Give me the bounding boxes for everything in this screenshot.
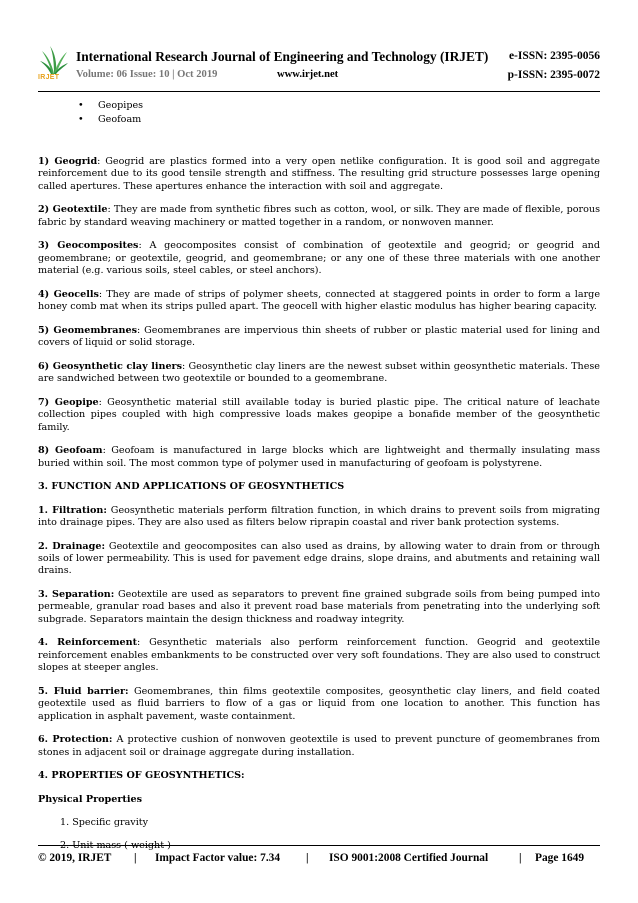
paragraph-clay-liners [38, 361, 600, 386]
list-item: • Geopipes [98, 100, 600, 114]
footer-page-number: Page 1649 [535, 852, 585, 864]
footer-impact-factor: Impact Factor value: 7.34 [155, 852, 281, 864]
paragraph-protection [38, 734, 600, 759]
paragraph-geogrid [38, 156, 600, 193]
journal-title: International Research Journal of Engineering and Technology (IRJET) [76, 49, 489, 64]
eissn: e-ISSN: 2395-0056 [508, 50, 600, 62]
footer-separator: | [519, 852, 522, 864]
paragraph-reinforcement [38, 637, 600, 674]
list-item: 1. Specific gravity [60, 817, 149, 829]
paragraph-geotextile [38, 204, 600, 229]
logo-text: IRJET [38, 74, 60, 81]
footer-divider [38, 845, 600, 846]
section-heading: 3. FUNCTION AND APPLICATIONS OF GEOSYNTHETICS [38, 481, 345, 493]
paragraph-text: : They are made from synthetic fibres such as cotton, wool, or silk. They are made of flexible, porous fabric by standard weaving machinery or matted together in a random, or nonwoven manner. [38, 204, 600, 228]
term-label: 1. Filtration: [38, 504, 107, 516]
term-label: 2) Geotextile [38, 204, 108, 216]
paragraph-separation [38, 589, 600, 626]
paragraph-text: Geotextile and geocomposites can also used as drains, by allowing water to drain from or through soils of lower permeability. This is used for pavement edge drains, slope drains, and abutments and retaining wall drains. [38, 540, 600, 577]
paragraph-text: : Gesynthetic materials also perform reinforcement function. Geogrid and geotextile reinforcement enables embankments to be constructed over very soft foundations. They are also used to construct slopes at steeper angles. [38, 637, 600, 674]
subsection-heading: Physical Properties [38, 793, 142, 805]
paragraph-text: Geotextile are used as separators to prevent fine grained subgrade soils from being pumped into permeable, granular road bases and also it prevent road base materials from penetrating into the underlying soft subgrade. Separators maintain the design thickness and roadway integrity. [38, 589, 600, 625]
paragraph-text: : They are made of strips of polymer sheets, connected at staggered points in order to form a large honey comb mat when its strips pulled apart. The geocell with higher elastic modulus has higher bearing capacity. [38, 288, 600, 313]
paragraph-text: Geomembranes, thin films geotextile composites, geosynthetic clay liners, and field coated geotextile used as fluid barriers to flow of a gas or liquid from one location to another. This function has application in asphalt pavement, waste containment. [38, 685, 600, 722]
paragraph-geofoam [38, 445, 600, 470]
list-item: 2. Unit mass ( weight ) [60, 840, 171, 852]
list-item: • Geofoam [98, 114, 600, 128]
volume-issue: Volume: 06 Issue: 10 | Oct 2019 [76, 69, 218, 80]
paragraph-text: : Geosynthetic clay liners are the newest subset within geosynthetic materials. These are sandwiched between two geotextile or bounded to a geomembrane. [38, 360, 600, 385]
term-label: 5. Fluid barrier: [38, 685, 129, 697]
journal-website-link[interactable]: www.irjet.net [277, 69, 339, 80]
term-label: 3) Geocomposites [38, 240, 139, 252]
journal-header [38, 44, 600, 90]
footer-iso: ISO 9001:2008 Certified Journal [329, 852, 489, 864]
footer-copyright: © 2019, IRJET [38, 852, 112, 864]
paragraph-drainage [38, 541, 600, 578]
paragraph-geopipe [38, 397, 600, 434]
paragraph-text: A protective cushion of nonwoven geotextile is used to prevent puncture of geomembranes from stones in adjacent soil or drainage aggregate during installation. [38, 734, 600, 758]
paragraph-text: : Geogrid are plastics formed into a very open netlike configuration. It is good soil and aggregate reinforcement due to its good tensile strength and stiffness. The resulting grid structure possesses large opening called apertures. These apertures enhance the interaction with soil and aggregate. [38, 156, 600, 192]
term-label: 8) Geofoam [38, 445, 103, 457]
term-label: 7) Geopipe [38, 396, 99, 408]
term-label: 2. Drainage: [38, 540, 105, 552]
numbered-list [60, 817, 600, 853]
paragraph-text: Geosynthetic materials perform filtration function, in which drains to prevent soils from migrating into drainage pipes. They are also used as filters below riprapin coastal and river bank protection systems. [38, 504, 600, 529]
paragraph-text: : Geofoam is manufactured in large blocks which are lightweight and thermally insulating mass buried within soil. The most common type of polymer used in manufacturing of geofoam is polystyrene. [38, 445, 600, 469]
paragraph-text: : A geocomposites consist of combination of geotextile and geogrid; or geogrid and geomembrane; or geotextile, geogrid, and geomembrane; or any one of these three materials with one another material (e.g. various soils, steel cables, or steel anchors). [38, 240, 600, 277]
article-body [38, 100, 600, 864]
term-label: 4) Geocells [38, 288, 99, 300]
term-label: 1) Geogrid [38, 156, 98, 167]
term-label: 4. Reinforcement [38, 637, 138, 649]
paragraph-text: : Geosynthetic material still available today is buried plastic pipe. The critical nature of leachate collection pipes coupled with high compressive loads makes geopipe a bonafide member of the geosynthetic family. [38, 396, 600, 433]
term-label: 6. Protection: [38, 734, 113, 746]
paragraph-geocells [38, 289, 600, 314]
term-label: 3. Separation: [38, 589, 115, 601]
paragraph-geomembranes [38, 325, 600, 350]
section-heading: 4. PROPERTIES OF GEOSYNTHETICS: [38, 770, 245, 782]
pissn: p-ISSN: 2395-0072 [507, 69, 600, 81]
bullet-list [98, 100, 600, 128]
footer-separator: | [306, 852, 309, 864]
paragraph-fluid-barrier [38, 686, 600, 723]
paragraph-text: : Geomembranes are impervious thin sheets of rubber or plastic material used for lining and covers of liquid or solid storage. [38, 324, 600, 349]
header-divider [38, 91, 600, 92]
paragraph-geocomposites [38, 240, 600, 277]
term-label: 6) Geosynthetic clay liners [38, 360, 183, 372]
term-label: 5) Geomembranes [38, 324, 137, 336]
paragraph-filtration [38, 505, 600, 530]
footer-separator: | [134, 852, 137, 864]
